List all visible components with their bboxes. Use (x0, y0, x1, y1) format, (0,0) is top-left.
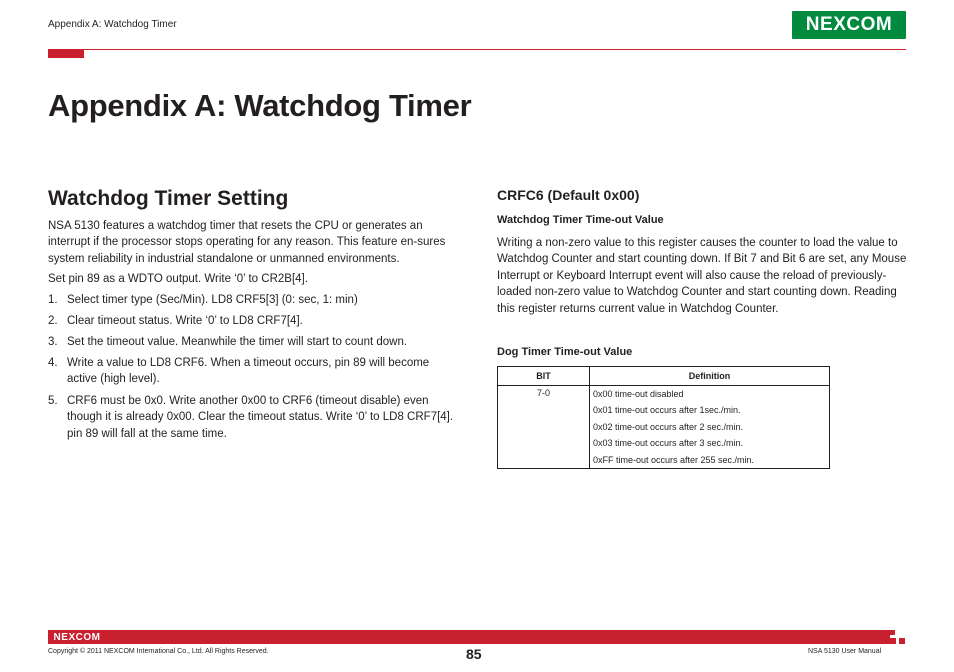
header-divider (84, 49, 906, 50)
footer-squares-icon (890, 630, 906, 644)
intro-paragraph: NSA 5130 features a watchdog timer that resets the CPU or generates an interrupt if the processor stops operating for any reason. This feature en-sures system reliability in industrial standalone or unmanned environments. (48, 220, 446, 265)
list-item-number: 4. (48, 357, 58, 369)
table-cell-bit: 7-0 (498, 386, 590, 469)
dtv-label: Dog Timer Time-out Value (497, 346, 633, 358)
footer-copyright: Copyright © 2011 NEXCOM International Co., Ltd. All Rights Reserved. (48, 648, 269, 655)
footer-manual-name: NSA 5130 User Manual (808, 648, 882, 655)
section-title: Watchdog Timer Setting (48, 187, 289, 210)
set-pin-paragraph: Set pin 89 as a WDTO output. Write ‘0’ to CR2B[4]. (48, 273, 308, 285)
table-cell-definitions (590, 386, 830, 469)
list-item-text: Clear timeout status. Write ‘0’ to LD8 CRF7[4]. (67, 315, 303, 327)
list-item-text: Select timer type (Sec/Min). LD8 CRF5[3] (0: sec, 1: min) (67, 294, 358, 306)
header-section-label: Appendix A: Watchdog Timer (48, 19, 177, 30)
page-number: 85 (466, 646, 482, 662)
table-header-bit: BIT (498, 367, 590, 386)
list-item-number: 5. (48, 395, 58, 407)
list-item-number: 1. (48, 294, 58, 306)
register-title: CRFC6 (Default 0x00) (497, 187, 640, 203)
definition-line: 0xFF time-out occurs after 255 sec./min. (593, 454, 755, 465)
wtv-paragraph: Writing a non-zero value to this register causes the counter to load the value to Watchdog Counter and start counting down. If Bit 7 and Bit 6 are set, any Mouse Interrupt or Keyboard Interrupt event will also cause the reload of previously-loaded non-zero value to Watchdog Counter and start counting down. Reading this register returns current value in Watchdog Counter. (497, 237, 907, 315)
table-row (498, 386, 830, 469)
page-title: Appendix A: Watchdog Timer (48, 88, 472, 123)
table-header-definition: Definition (590, 367, 830, 386)
header-accent-bar (48, 49, 84, 58)
definition-line: 0x01 time-out occurs after 1sec./min. (593, 405, 741, 416)
footer-bar (48, 630, 890, 644)
list-item-text: CRF6 must be 0x0. Write another 0x00 to CRF6 (timeout disable) even though it is already 0x00. Clear the timeout status. Write ‘0’ to LD8 CRF7[4]. pin 89 will fall at the same time. (67, 395, 454, 440)
list-item-number: 2. (48, 315, 58, 327)
list-item-number: 3. (48, 336, 58, 348)
definition-line: 0x02 time-out occurs after 2 sec./min. (593, 421, 744, 432)
definition-line: 0x03 time-out occurs after 3 sec./min. (593, 438, 744, 449)
footer-nexcom-logo: NEXCOM (53, 631, 101, 643)
definition-line: 0x00 time-out disabled (593, 389, 684, 399)
list-item-text: Write a value to LD8 CRF6. When a timeout occurs, pin 89 will become active (high level). (67, 357, 430, 386)
list-item-text: Set the timeout value. Meanwhile the timer will start to count down. (67, 336, 408, 348)
nexcom-logo: NEXCOM (792, 11, 906, 39)
table-header-row (498, 367, 830, 386)
timeout-table (497, 366, 830, 469)
wtv-label: Watchdog Timer Time-out Value (497, 214, 664, 226)
